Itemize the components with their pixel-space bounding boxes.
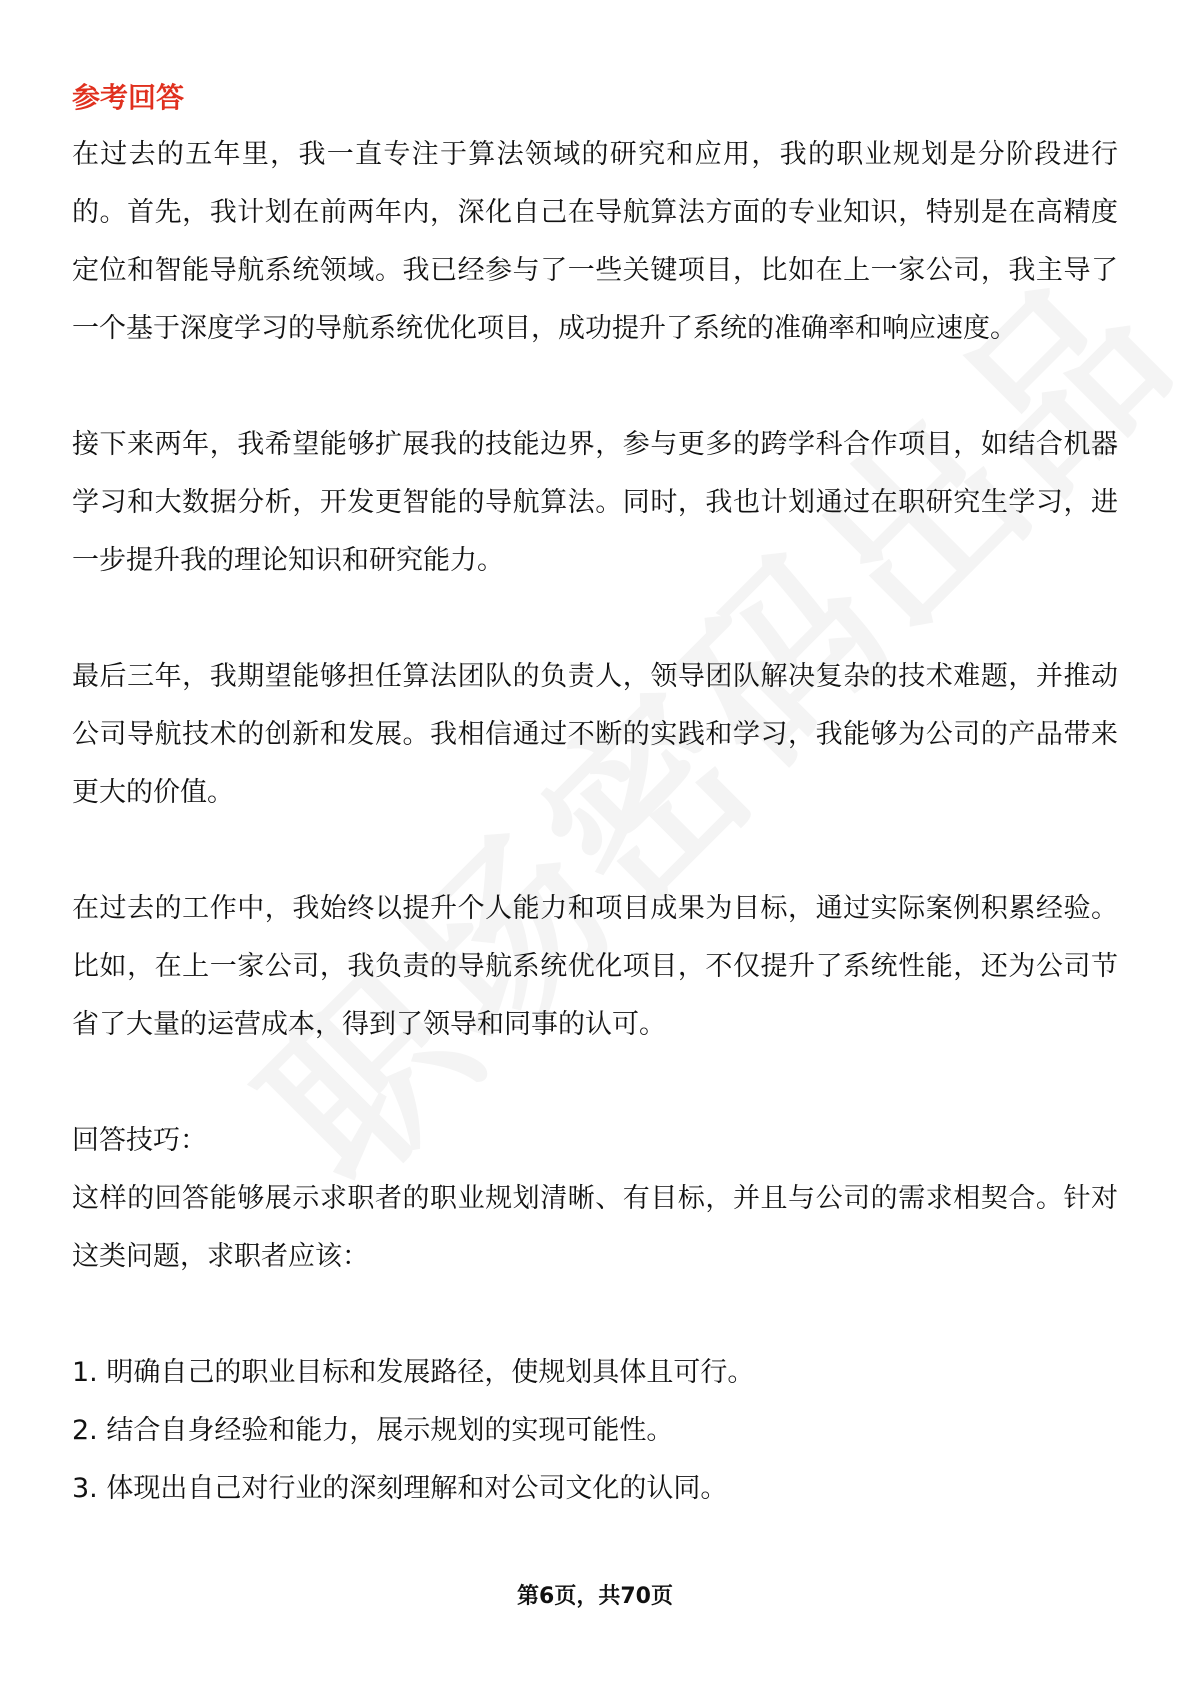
section-heading: 参考回答 (72, 81, 185, 114)
tips-intro: 这样的回答能够展示求职者的职业规划清晰、有目标，并且与公司的需求相契合。针对这类问题，求职者应该： (72, 1183, 1118, 1272)
answer-paragraph-3: 最后三年，我期望能够担任算法团队的负责人，领导团队解决复杂的技术难题，并推动公司导航技术的创新和发展。我相信通过不断的实践和学习，我能够为公司的产品带来更大的价值。 (72, 661, 1118, 808)
paragraph-spacer (72, 590, 1118, 648)
paragraph-spacer (72, 822, 1118, 880)
answer-paragraph-4: 在过去的工作中，我始终以提升个人能力和项目成果为目标，通过实际案例积累经验。比如，在上一家公司，我负责的导航系统优化项目，不仅提升了系统性能，还为公司节省了大量的运营成本，得到了领导和同事的认可。 (72, 893, 1118, 1040)
page-number-footer: 第6页，共70页 (517, 1584, 673, 1609)
page-content (72, 70, 1118, 1518)
paragraph-spacer (72, 1286, 1118, 1344)
list-item: 2. 结合自身经验和能力，展示规划的实现可能性。 (72, 1415, 674, 1446)
paragraph-spacer (72, 1054, 1118, 1112)
paragraph-spacer (72, 358, 1118, 416)
tips-label: 回答技巧： (72, 1125, 207, 1156)
list-item: 1. 明确自己的职业目标和发展路径，使规划具体且可行。 (72, 1357, 755, 1388)
list-item: 3. 体现出自己对行业的深刻理解和对公司文化的认同。 (72, 1473, 728, 1504)
tips-list (72, 1344, 1118, 1518)
answer-paragraph-2: 接下来两年，我希望能够扩展我的技能边界，参与更多的跨学科合作项目，如结合机器学习和大数据分析，开发更智能的导航算法。同时，我也计划通过在职研究生学习，进一步提升我的理论知识和研究能力。 (72, 429, 1118, 576)
answer-paragraph-1: 在过去的五年里，我一直专注于算法领域的研究和应用，我的职业规划是分阶段进行的。首先，我计划在前两年内，深化自己在导航算法方面的专业知识，特别是在高精度定位和智能导航系统领域。我已经参与了一些关键项目，比如在上一家公司，我主导了一个基于深度学习的导航系统优化项目，成功提升了系统的准确率和响应速度。 (72, 139, 1118, 344)
